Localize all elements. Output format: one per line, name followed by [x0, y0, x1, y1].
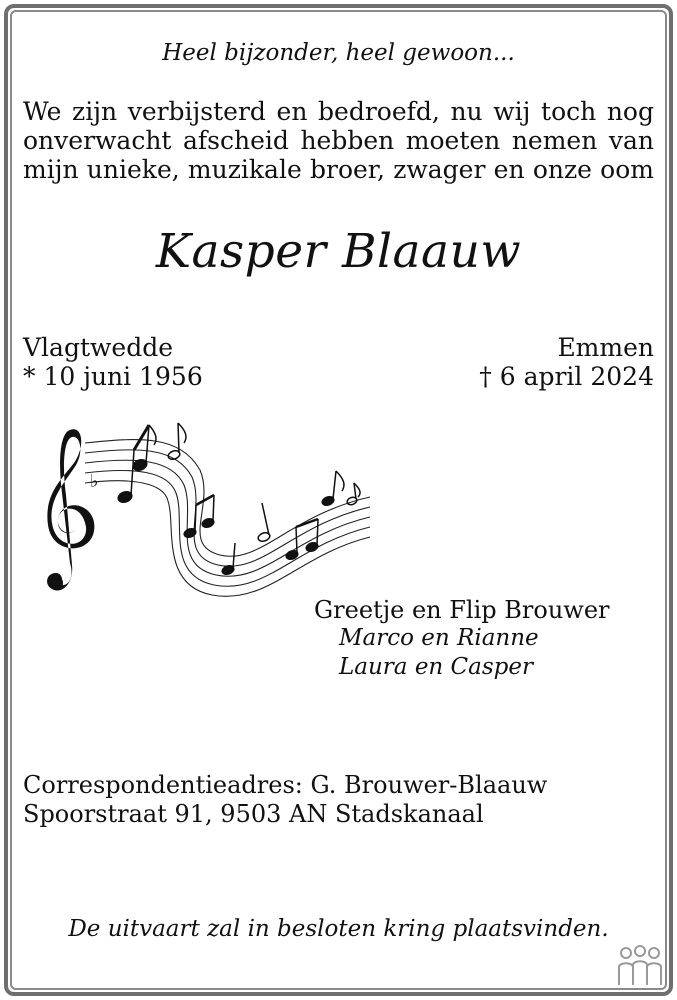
deceased-name: Kasper Blaauw	[155, 224, 522, 279]
people-group-icon	[617, 945, 663, 987]
announcement-line: mijn unieke, muzikale broer, zwager en onze oom	[23, 155, 654, 184]
svg-text:♭: ♭	[90, 471, 99, 492]
intro-line: Heel bijzonder, heel gewoon...	[162, 40, 515, 66]
closing-line: De uitvaart zal in besloten kring plaatsvinden.	[68, 916, 609, 942]
family-main: Greetje en Flip Brouwer	[314, 596, 610, 624]
birth-place: Vlagtwedde	[23, 333, 173, 362]
family-member: Laura en Casper	[339, 654, 533, 680]
announcement-text	[23, 97, 654, 184]
birth-date: * 10 juni 1956	[23, 362, 203, 391]
announcement-line: We zijn verbijsterd en bedroefd, nu wij toch nog	[23, 97, 654, 126]
music-notes-illustration	[30, 415, 375, 615]
announcement-line: onverwacht afscheid hebben moeten nemen van	[23, 126, 654, 155]
family-member: Marco en Rianne	[339, 625, 539, 651]
correspondence-address-street: Spoorstraat 91, 9503 AN Stadskanaal	[23, 800, 484, 828]
correspondence-address-name: Correspondentieadres: G. Brouwer-Blaauw	[23, 771, 548, 799]
death-place: Emmen	[557, 333, 654, 362]
death-date: † 6 april 2024	[479, 362, 654, 391]
